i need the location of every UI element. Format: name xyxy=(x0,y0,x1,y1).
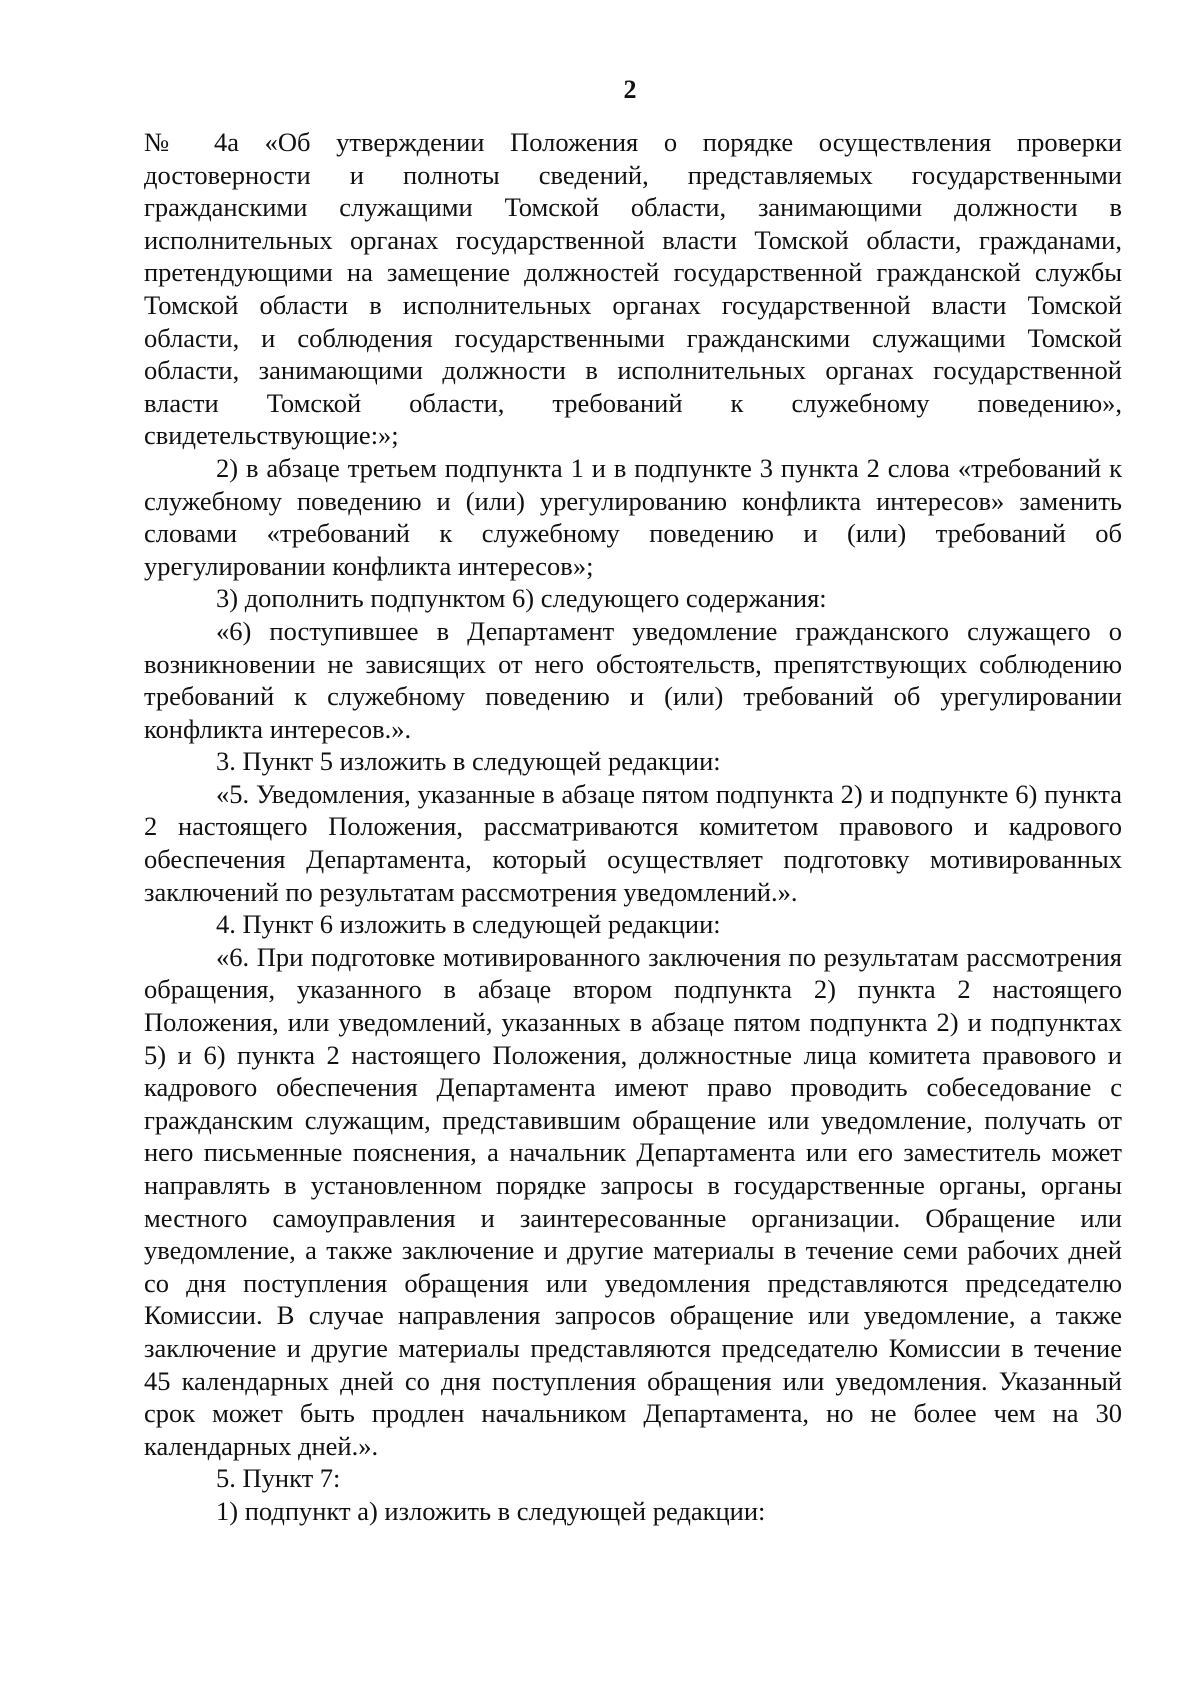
paragraph-decree-title-continuation: № 4а «Об утверждении Положения о порядке осуществления проверки достоверности и полноты сведений, представляемых государственными гражданскими служащими Томской области, занимающими должности в исполнительных органах государственной власти Томской области, гражданами, претендующими на замещение должностей государственной гражданской службы Томской области в исполнительных органах государственной власти Томской области, и соблюдения государственными гражданскими служащими Томской области, занимающими должности в исполнительных органах государственной власти Томской области, требований к служебному поведению», свидетельствующие:»; xyxy=(144,127,1122,451)
paragraph-item-3: 3) дополнить подпунктом 6) следующего содержания: xyxy=(216,583,827,614)
paragraph-item-2: 2) в абзаце третьем подпункта 1 и в подпункте 3 пункта 2 слова «требований к служебному поведению и (или) урегулированию конфликта интересов» заменить словами «требований к служебному поведению и (или) требований об урегулировании конфликта интересов»; xyxy=(144,452,1122,581)
paragraph-point-3: 3. Пункт 5 изложить в следующей редакции: xyxy=(216,746,721,777)
paragraph-point-4: 4. Пункт 6 изложить в следующей редакции: xyxy=(216,909,721,940)
paragraph-point-5-text: «5. Уведомления, указанные в абзаце пятом подпункта 2) и подпункте 6) пункта 2 настоящего Положения, рассматриваются комитетом правового и кадрового обеспечения Департамента, который осуществляет подготовку мотивированных заключений по результатам рассмотрения уведомлений.». xyxy=(144,778,1122,907)
document-body xyxy=(144,126,1122,1528)
page-number: 2 xyxy=(623,75,637,104)
paragraph-point-6-text: «6. При подготовке мотивированного заключения по результатам рассмотрения обращения, указанного в абзаце втором подпункта 2) пункта 2 настоящего Положения, или уведомлений, указанных в абзаце пятом подпункта 2) и подпунктах 5) и 6) пункта 2 настоящего Положения, должностные лица комитета правового и кадрового обеспечения Департамента имеют право проводить собеседование с гражданским служащим, представившим обращение или уведомление, получать от него письменные пояснения, а начальник Департамента или его заместитель может направлять в установленном порядке запросы в государственные органы, органы местного самоуправления и заинтересованные организации. Обращение или уведомление, а также заключение и другие материалы в течение семи рабочих дней со дня поступления обращения или уведомления представляются председателю Комиссии. В случае направления запросов обращение или уведомление, а также заключение и другие материалы представляются председателю Комиссии в течение 45 календарных дней со дня поступления обращения или уведомления. Указанный срок может быть продлен начальником Департамента, но не более чем на 30 календарных дней.». xyxy=(144,941,1122,1461)
paragraph-subitem-a: 1) подпункт а) изложить в следующей редакции: xyxy=(216,1495,766,1526)
paragraph-subitem-6-text: «6) поступившее в Департамент уведомление гражданского служащего о возникновении не зависящих от него обстоятельств, препятствующих соблюдению требований к служебному поведению и (или) требований об урегулировании конфликта интересов.». xyxy=(144,615,1122,744)
paragraph-point-5: 5. Пункт 7: xyxy=(216,1463,341,1494)
